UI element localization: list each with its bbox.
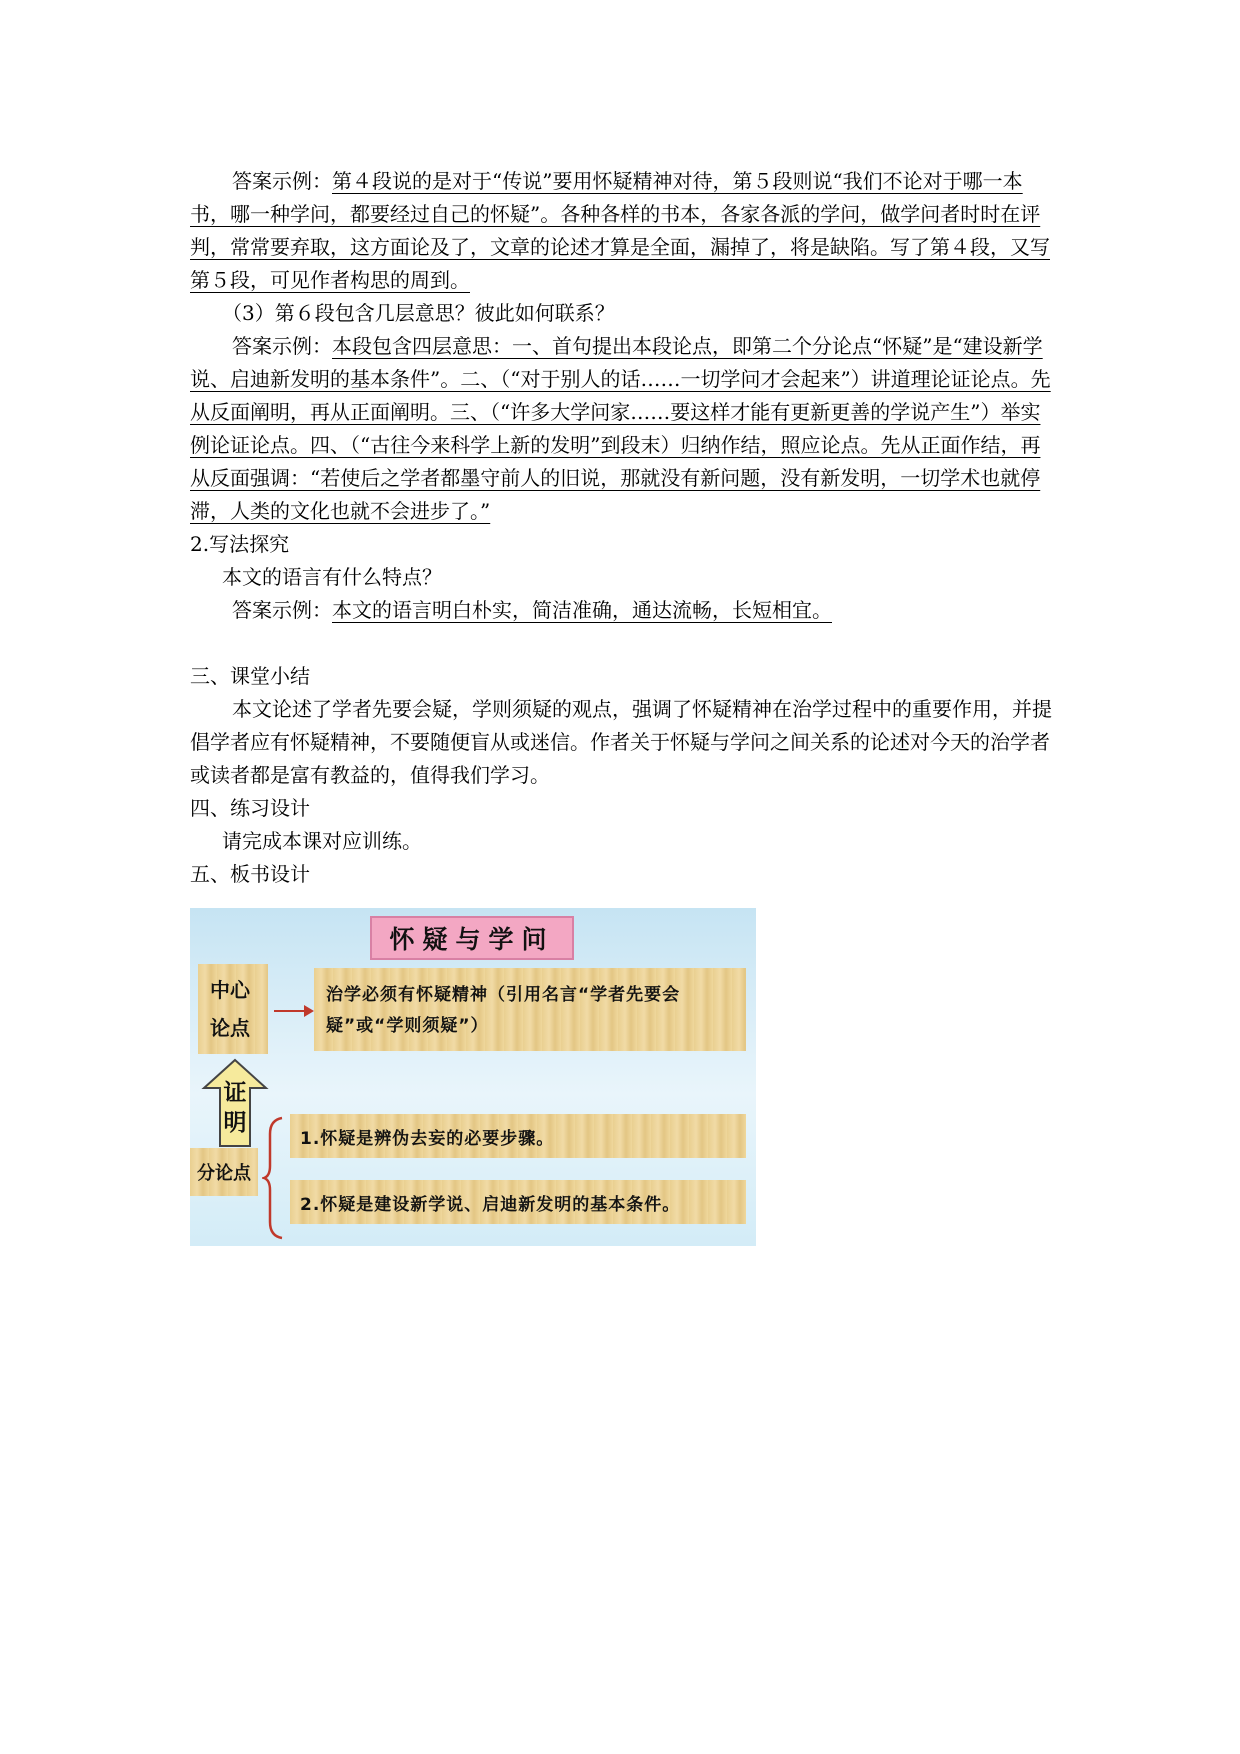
section-heading-writing: 2.写法探究 (190, 532, 290, 556)
answer-text: 本段包含四层意思：一、首句提出本段论点，即第二个分论点“怀疑”是“建设新学说、启迪新发明的基本条件”。二、（“对于别人的话……一切学问才会起来”）讲道理论证论点。先从反面阐明，再从正面阐明。三、（“许多大学问家……要这样才能有更新更善的学说产生”）举实例论证论点。四、（“古往今来科学上新的发明”到段末）归纳作结，照应论点。先从正面作结，再从反面强调：“若使后之学者都墨守前人的旧说，那就没有新问题，没有新发明，一切学术也就停滞，人类的文化也就不会进步了。” (190, 334, 1051, 523)
sub-point-1: 1.怀疑是辨伪去妄的必要步骤。 (290, 1114, 746, 1158)
spacer (190, 627, 1060, 660)
board-title: 怀疑与学问 (370, 916, 574, 960)
answer-paragraph-3 (190, 594, 1060, 627)
answer-paragraph-1 (190, 165, 1060, 297)
answer-text: 本文的语言明白朴实，简洁准确，通达流畅，长短相宜。 (332, 598, 832, 622)
summary-paragraph: 本文论述了学者先要会疑，学则须疑的观点，强调了怀疑精神在治学过程中的重要作用，并提倡学者应有怀疑精神，不要随便盲从或迷信。作者关于怀疑与学问之间关系的论述对今天的治学者或读者都是富有教益的，值得我们学习。 (190, 697, 1052, 787)
center-thesis-text: 治学必须有怀疑精神（引用名言“学者先要会疑”或“学则须疑”） (314, 968, 746, 1051)
board-design-diagram (190, 908, 756, 1246)
center-label-line-2: 论点 (210, 1016, 250, 1040)
question-3: （3）第６段包含几层意思？彼此如何联系？ (222, 301, 615, 325)
answer-label: 答案示例： (232, 169, 332, 193)
answer-text: 第４段说的是对于“传说”要用怀疑精神对待，第５段则说“我们不论对于哪一本书，哪一种学问，都要经过自己的怀疑”。各种各样的书本，各家各派的学问，做学问者时时在评判，常常要弃取，这方面论及了，文章的论述才算是全面，漏掉了，将是缺陷。写了第４段，又写第５段，可见作者构思的周到。 (190, 169, 1050, 292)
arrow-head-icon (304, 1005, 314, 1017)
practice-text: 请完成本课对应训练。 (222, 829, 422, 853)
answer-label: 答案示例： (232, 598, 332, 622)
question-language: 本文的语言有什么特点？ (222, 565, 442, 589)
prove-label (221, 1078, 249, 1138)
sub-point-2: 2.怀疑是建设新学说、启迪新发明的基本条件。 (290, 1180, 746, 1224)
answer-paragraph-2 (190, 330, 1060, 528)
sub-thesis-label: 分论点 (190, 1148, 258, 1196)
center-label-line-1: 中心 (210, 978, 250, 1002)
left-brace-icon (262, 1116, 286, 1240)
answer-label: 答案示例： (232, 334, 332, 358)
center-thesis-label (198, 964, 268, 1054)
prove-char-2: 明 (223, 1110, 247, 1136)
section-heading-practice: 四、练习设计 (190, 796, 310, 820)
prove-char-1: 证 (223, 1080, 247, 1106)
arrow-right-icon (274, 1010, 306, 1012)
section-heading-summary: 三、课堂小结 (190, 664, 310, 688)
section-heading-board: 五、板书设计 (190, 862, 310, 886)
document-body (190, 165, 1060, 891)
